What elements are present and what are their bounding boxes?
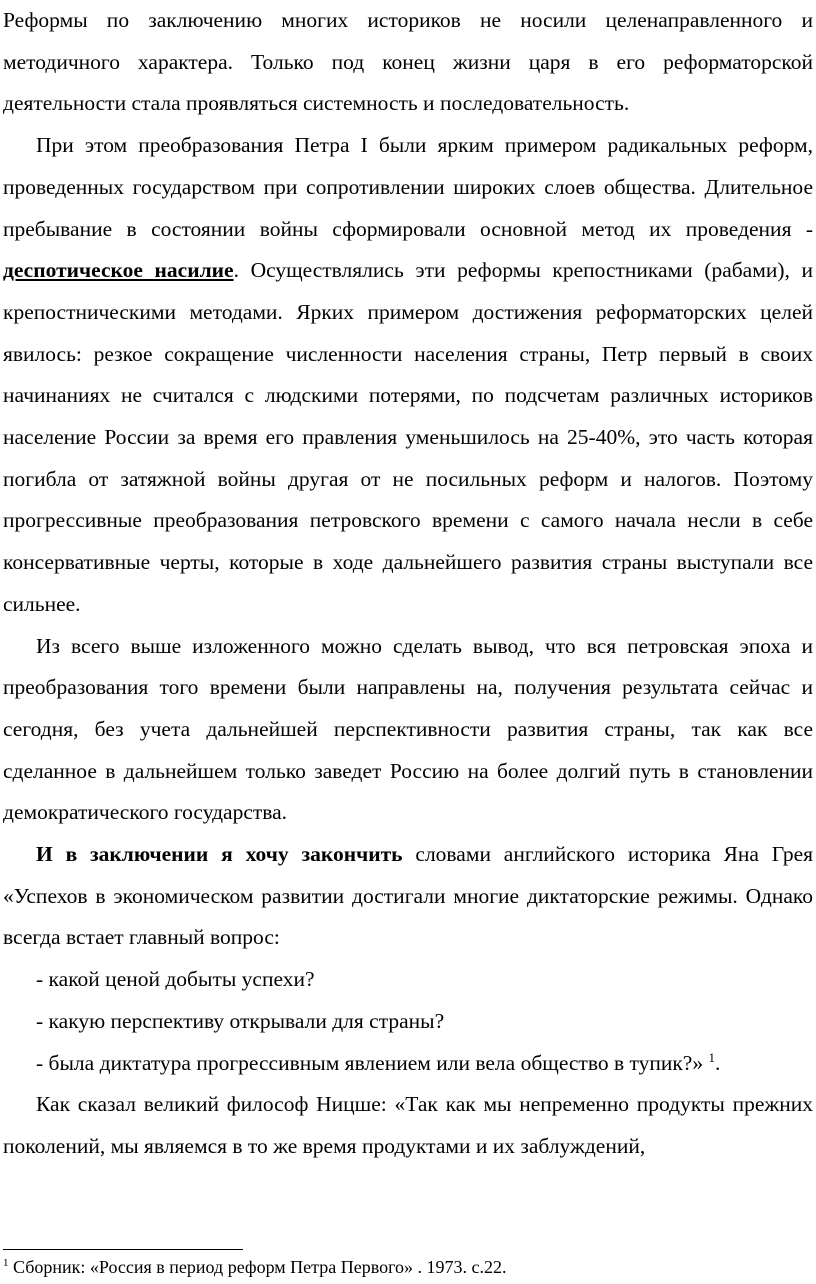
paragraph-4-text: словами английского историка Яна Грея «Успехов в экономическом развитии достигали многие диктаторские режимы. Однако всегда встает главный вопрос: xyxy=(3,842,814,950)
paragraph-2-text-before: При этом преобразования Петра I были ярким примером радикальных реформ, проведенных государством при сопротивлении широких слоев общества. Длительное пребывание в состоянии войны сформировали основной метод их проведения - xyxy=(3,133,813,241)
paragraph-5-text: Как сказал великий философ Ницше: «Так как мы непременно продукты прежних поколений, мы являемся в то же время продуктами и их заблуждений, xyxy=(3,1092,813,1158)
document-body xyxy=(3,0,813,1168)
paragraph-1-text: Реформы по заключению многих историков не носили целенаправленного и методичного характера. Только под конец жизни царя в его реформаторской деятельности стала проявляться системность и последовательность. xyxy=(3,8,813,116)
paragraph-4 xyxy=(3,834,813,959)
list-item-end: . xyxy=(714,1050,721,1075)
paragraph-1 xyxy=(3,0,813,125)
paragraph-2 xyxy=(3,125,813,625)
bold-lead-phrase: И в заключении я хочу закончить xyxy=(36,842,403,867)
footnote-separator xyxy=(3,1249,243,1250)
underlined-emphasis: деспотическое насилие xyxy=(3,258,234,283)
paragraph-5 xyxy=(3,1084,813,1167)
paragraph-2-text-after: . Осуществлялись эти реформы крепостниками (рабами), и крепостническими методами. Ярких примером достижения реформаторских целей явилось: резкое сокращение численности населения страны, Петр первый в своих начинаниях не считался с людскими потерями, по подсчетам различных историков население России за время его правления уменьшилось на 25-40%, это часть которая погибла от затяжной войны другая от не посильных реформ и налогов. Поэтому прогрессивные преобразования петровского времени с самого начала несли в себе консервативные черты, которые в ходе дальнейшего развития страны выступали все сильнее. xyxy=(3,258,813,616)
list-item-text: - какой ценой добыты успехи? xyxy=(36,967,315,992)
footnote xyxy=(3,1256,813,1278)
list-item-2 xyxy=(3,1001,813,1043)
footnote-marker: 1 xyxy=(3,1257,9,1269)
list-item-1 xyxy=(3,959,813,1001)
list-item-text: - была диктатура прогрессивным явлением или вела общество в тупик?» xyxy=(36,1050,709,1075)
paragraph-3-text: Из всего выше изложенного можно сделать вывод, что вся петровская эпоха и преобразования того времени были направлены на, получения результата сейчас и сегодня, без учета дальнейшей перспективности развития страны, так как все сделанное в дальнейшем только заведет Россию на более долгий путь в становлении демократического государства. xyxy=(3,633,813,825)
footnote-reference[interactable]: 1 xyxy=(708,1049,715,1065)
list-item-3 xyxy=(3,1043,813,1085)
paragraph-3 xyxy=(3,626,813,835)
list-item-text: - какую перспективу открывали для страны? xyxy=(36,1008,445,1033)
footnote-text: Сборник: «Россия в период реформ Петра Первого» . 1973. с.22. xyxy=(8,1257,507,1277)
